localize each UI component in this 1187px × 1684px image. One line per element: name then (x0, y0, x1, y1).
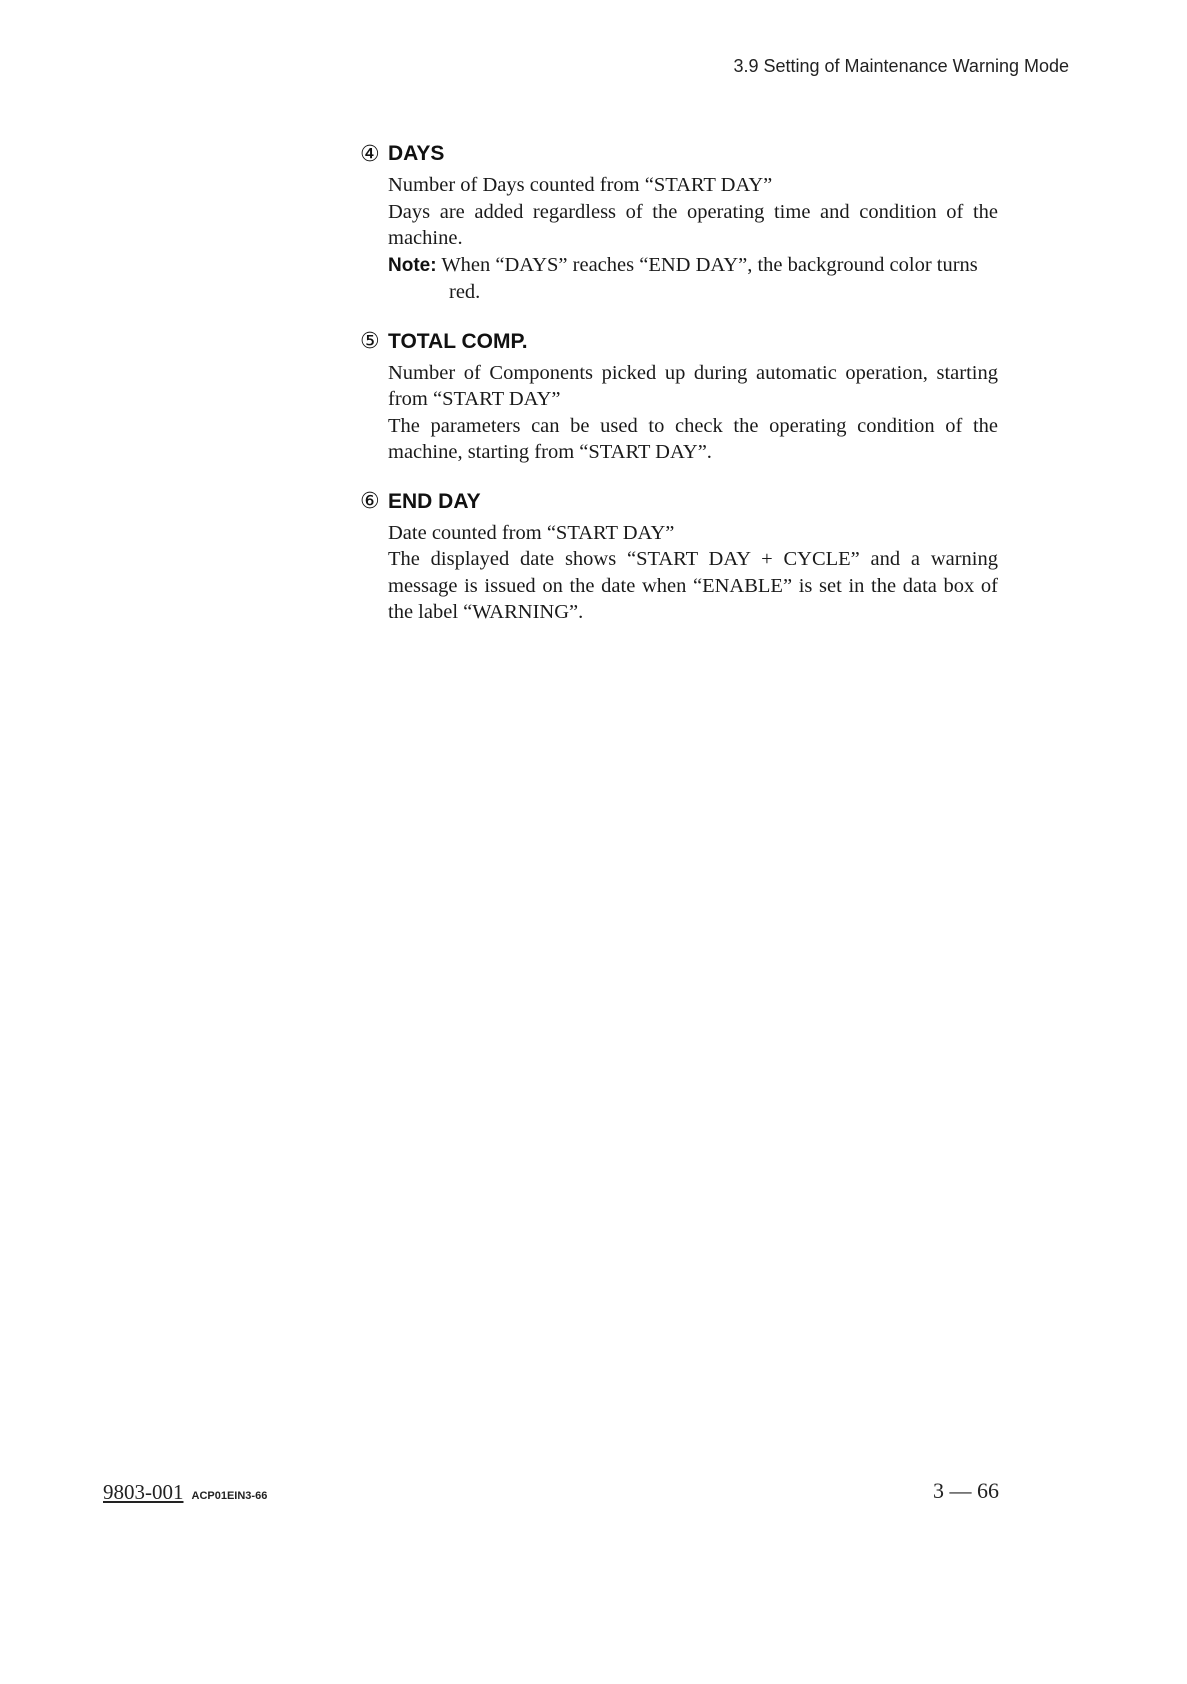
circled-number-5: ⑤ (360, 329, 380, 354)
note (388, 252, 998, 306)
page-number: 3 — 66 (933, 1478, 999, 1503)
document-body (360, 140, 998, 648)
paragraph: Date counted from “START DAY” (388, 521, 675, 544)
footer-doc-id (103, 1480, 267, 1505)
section-title: TOTAL COMP. (388, 329, 528, 353)
paragraph: Number of Days counted from “START DAY” (388, 174, 773, 196)
circled-number-6: ⑥ (360, 489, 380, 514)
section-heading (360, 488, 998, 516)
paragraph: Number of Components picked up during automatic operation, starting from “START DAY” (388, 361, 998, 410)
paragraph: The displayed date shows “START DAY + CYCLE” and a warning message is issued on the date when “ENABLE” is set in the data box of the label “WARNING”. (388, 548, 998, 623)
section-heading (360, 140, 998, 168)
paragraph: Days are added regardless of the operating time and condition of the machine. (388, 200, 998, 249)
section-heading (360, 328, 998, 356)
paragraph: The parameters can be used to check the operating condition of the machine, starting from “START DAY”. (388, 414, 998, 463)
section-end-day (360, 488, 998, 626)
running-header: 3.9 Setting of Maintenance Warning Mode (733, 56, 1069, 76)
section-title: END DAY (388, 489, 481, 513)
section-total-comp (360, 328, 998, 466)
circled-number-4: ④ (360, 141, 380, 167)
note-label: Note: (388, 254, 437, 276)
section-title: DAYS (388, 142, 445, 165)
section-days (360, 140, 998, 306)
doc-code: ACP01EIN3-66 (191, 1490, 268, 1502)
note-text: When “DAYS” reaches “END DAY”, the background color turns red. (441, 253, 978, 303)
doc-number: 9803-001 (103, 1480, 184, 1504)
